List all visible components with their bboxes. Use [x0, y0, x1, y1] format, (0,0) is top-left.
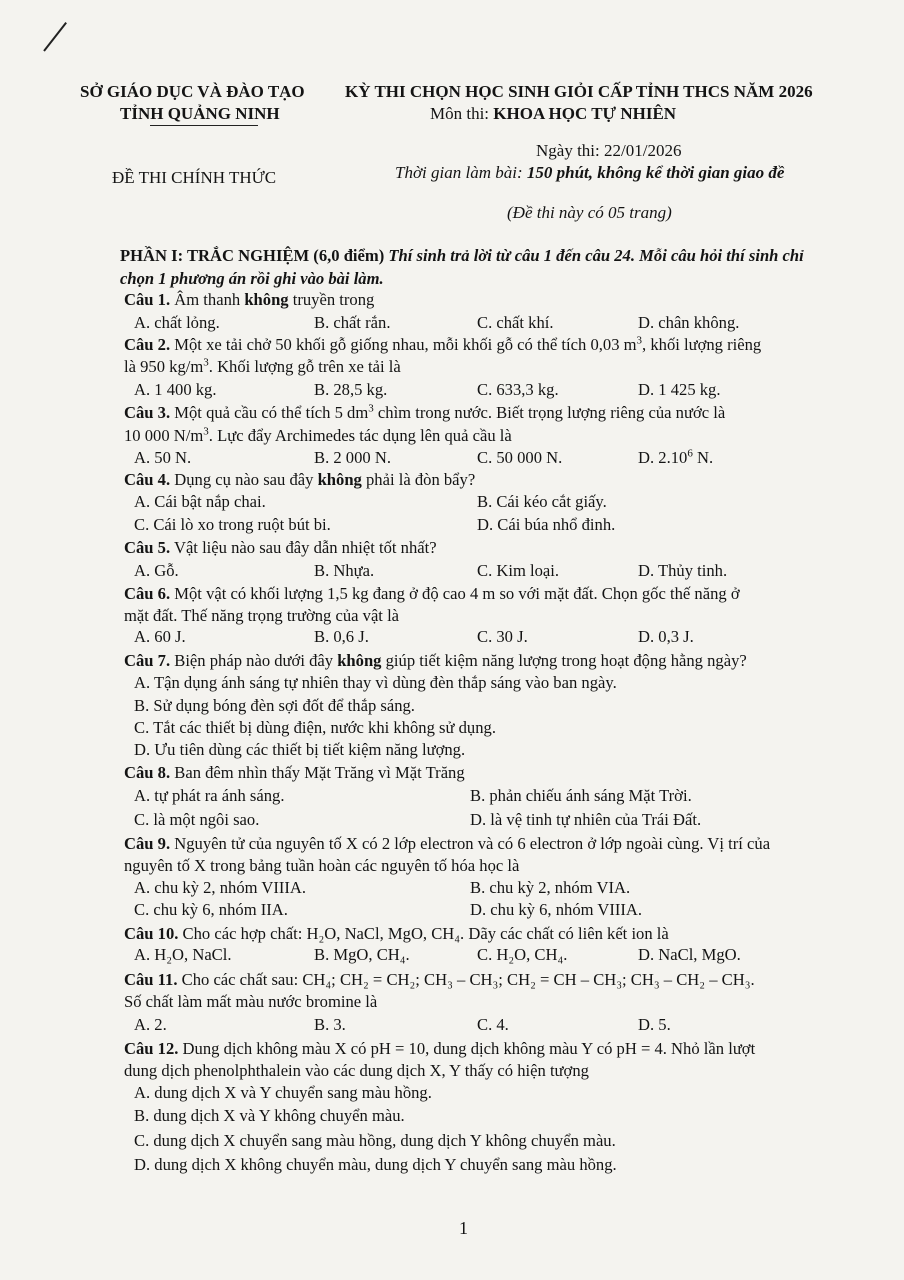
- question-6-line2: mặt đất. Thế năng trọng trường của vật là: [124, 606, 400, 625]
- question-2-line2: là 950 $kg/m^3$. Khối lượng gỗ trên xe tải là: [124, 356, 401, 376]
- q2-option-c: C. 633,3 kg.: [477, 380, 559, 399]
- q3-option-b: B. 2 000 N.: [314, 448, 391, 467]
- question-12-line1: Câu 12. Dung dịch không màu X có pH = 10, dung dịch không màu Y có pH = 4. Nhỏ lần lượt: [124, 1039, 756, 1058]
- time-allowed: Thời gian làm bài: 150 phút, không kể thời gian giao đề: [395, 163, 785, 182]
- question-9-line1: Câu 9. Nguyên tử của nguyên tố X có 2 lớp electron và có 6 electron ở lớp ngoài cùng. Vị trí của: [124, 834, 771, 853]
- q8-option-c: C. là một ngôi sao.: [134, 810, 260, 829]
- part1-heading: PHẦN I: TRẮC NGHIỆM (6,0 điểm) Thí sinh trả lời từ câu 1 đến câu 24. Mỗi câu hỏi thí sinh chỉ: [120, 246, 804, 265]
- q5-option-d: D. Thủy tinh.: [638, 561, 728, 580]
- question-6-line1: Câu 6. Một vật có khối lượng 1,5 kg đang ở độ cao 4 m so với mặt đất. Chọn gốc thế năng ở: [124, 584, 740, 603]
- q7-option-d: D. Ưu tiên dùng các thiết bị tiết kiệm năng lượng.: [134, 740, 466, 759]
- q11-option-c: C. 4.: [477, 1015, 509, 1034]
- q5-option-c: C. Kim loại.: [477, 561, 560, 580]
- q3-option-a: A. 50 N.: [134, 448, 192, 467]
- q2-option-b: B. 28,5 kg.: [314, 380, 388, 399]
- department-name: SỞ GIÁO DỤC VÀ ĐÀO TẠO: [80, 82, 305, 101]
- question-4: Câu 4. Dụng cụ nào sau đây không phải là đòn bẩy?: [124, 470, 476, 489]
- q6-option-c: C. 30 J.: [477, 627, 528, 646]
- q10-option-d: D. NaCl, MgO.: [638, 945, 741, 964]
- q8-option-d: D. là vệ tinh tự nhiên của Trái Đất.: [470, 810, 702, 829]
- q9-option-a: A. chu kỳ 2, nhóm VIIIA.: [134, 878, 307, 897]
- q11-option-a: A. 2.: [134, 1015, 167, 1034]
- question-11-line1: Câu 11. Cho các chất sau: CH₄; CH₂ = CH₂; CH₃ – CH₃; CH₂ = CH – CH₃; CH₃ – CH₂ – CH₃.: [124, 970, 755, 989]
- q11-option-d: D. 5.: [638, 1015, 671, 1034]
- q4-option-d: D. Cái búa nhổ đinh.: [477, 515, 616, 534]
- q10-option-c: C. H₂O, CH₄.: [477, 945, 568, 964]
- question-3-line1: Câu 3. Một quả cầu có thể tích 5 $dm^3$ chìm trong nước. Biết trọng lượng riêng của nước là: [124, 402, 726, 422]
- question-1: Câu 1. Âm thanh không truyền trong: [124, 290, 375, 309]
- question-12-line2: dung dịch phenolphthalein vào các dung dịch X, Y thấy có hiện tượng: [124, 1061, 589, 1080]
- page-number: 1: [459, 1218, 468, 1238]
- question-8: Câu 8. Ban đêm nhìn thấy Mặt Trăng vì Mặt Trăng: [124, 763, 465, 782]
- q3-option-c: C. 50 000 N.: [477, 448, 563, 467]
- q12-option-d: D. dung dịch X không chuyển màu, dung dịch Y chuyển sang màu hồng.: [134, 1155, 617, 1174]
- q4-option-c: C. Cái lò xo trong ruột bút bi.: [134, 515, 331, 534]
- q1-option-d: D. chân không.: [638, 313, 740, 332]
- q4-option-a: A. Cái bật nắp chai.: [134, 492, 266, 511]
- part1-instruction: chọn 1 phương án rồi ghi vào bài làm.: [120, 269, 384, 288]
- q1-option-b: B. chất rắn.: [314, 313, 391, 332]
- q10-option-a: A. H₂O, NaCl.: [134, 945, 232, 964]
- q3-option-d: D. 2.10$^6$ N.: [638, 447, 714, 467]
- pages-note: (Đề thi này có 05 trang): [507, 203, 672, 222]
- q6-option-d: D. 0,3 J.: [638, 627, 694, 646]
- question-10: Câu 10. Cho các hợp chất: H₂O, NaCl, MgO, CH₄. Dãy các chất có liên kết ion là: [124, 924, 669, 943]
- subject-line: Môn thi: KHOA HỌC TỰ NHIÊN: [430, 104, 677, 123]
- q8-option-b: B. phản chiếu ánh sáng Mặt Trời.: [470, 786, 692, 805]
- q11-option-b: B. 3.: [314, 1015, 346, 1034]
- official-label: ĐỀ THI CHÍNH THỨC: [112, 168, 277, 187]
- question-2-line1: Câu 2. Một xe tải chở 50 khối gỗ giống nhau, mỗi khối gỗ có thể tích 0,03 $m^3$, khối lượng riêng: [124, 334, 762, 354]
- q1-option-a: A. chất lỏng.: [134, 313, 220, 332]
- q2-option-a: A. 1 400 kg.: [134, 380, 217, 399]
- q12-option-a: A. dung dịch X và Y chuyển sang màu hồng.: [134, 1083, 432, 1102]
- q8-option-a: A. tự phát ra ánh sáng.: [134, 786, 285, 805]
- pen-mark: [43, 22, 67, 52]
- question-3-line2: 10 000 $N/m^3$. Lực đẩy Archimedes tác dụng lên quả cầu là: [124, 425, 512, 445]
- q7-option-c: C. Tắt các thiết bị dùng điện, nước khi không sử dụng.: [134, 718, 496, 737]
- question-7: Câu 7. Biện pháp nào dưới đây không giúp tiết kiệm năng lượng trong hoạt động hằng ngày?: [124, 651, 747, 670]
- q6-option-a: A. 60 J.: [134, 627, 186, 646]
- q1-option-c: C. chất khí.: [477, 313, 554, 332]
- question-11-line2: Số chất làm mất màu nước bromine là: [124, 992, 378, 1011]
- q9-option-c: C. chu kỳ 6, nhóm IIA.: [134, 900, 288, 919]
- q7-option-b: B. Sử dụng bóng đèn sợi đốt để thắp sáng.: [134, 696, 415, 715]
- question-5: Câu 5. Vật liệu nào sau đây dẫn nhiệt tốt nhất?: [124, 538, 437, 557]
- q10-option-b: B. MgO, CH₄.: [314, 945, 410, 964]
- question-9-line2: nguyên tố X trong bảng tuần hoàn các nguyên tố hóa học là: [124, 856, 520, 875]
- header-divider: [150, 125, 258, 126]
- q12-option-c: C. dung dịch X chuyển sang màu hồng, dung dịch Y không chuyển màu.: [134, 1131, 616, 1150]
- province-name: TỈNH QUẢNG NINH: [120, 104, 280, 123]
- q5-option-a: A. Gỗ.: [134, 561, 179, 580]
- q12-option-b: B. dung dịch X và Y không chuyển màu.: [134, 1106, 405, 1125]
- q2-option-d: D. 1 425 kg.: [638, 380, 721, 399]
- q5-option-b: B. Nhựa.: [314, 561, 375, 580]
- q7-option-a: A. Tận dụng ánh sáng tự nhiên thay vì dùng đèn thắp sáng vào ban ngày.: [134, 673, 617, 692]
- q9-option-b: B. chu kỳ 2, nhóm VIA.: [470, 878, 631, 897]
- q9-option-d: D. chu kỳ 6, nhóm VIIIA.: [470, 900, 643, 919]
- exam-date: Ngày thi: 22/01/2026: [536, 141, 682, 160]
- exam-title: KỲ THI CHỌN HỌC SINH GIỎI CẤP TỈNH THCS NĂM 2026: [345, 82, 813, 101]
- q6-option-b: B. 0,6 J.: [314, 627, 369, 646]
- q4-option-b: B. Cái kéo cắt giấy.: [477, 492, 607, 511]
